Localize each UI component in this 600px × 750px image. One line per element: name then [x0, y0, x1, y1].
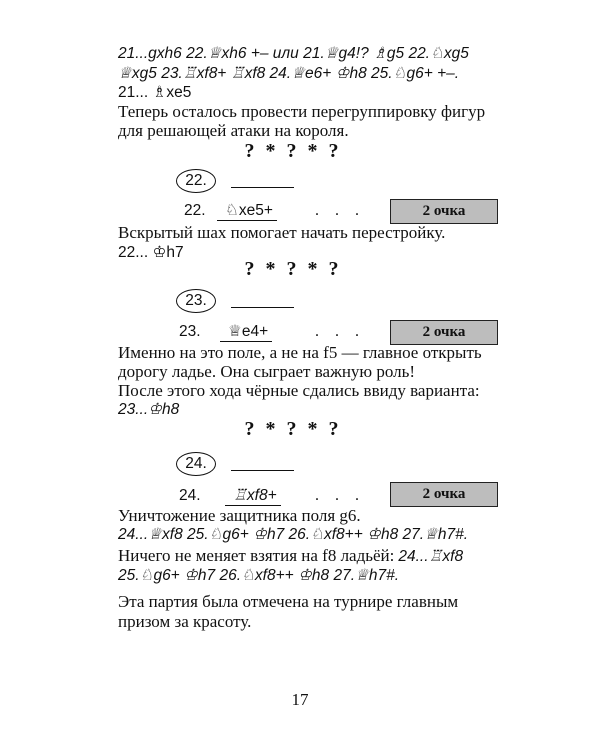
paragraph-line: Теперь осталось провести перегруппировку фигур [118, 102, 486, 121]
answer-blank [231, 307, 294, 308]
answer-move: ♘xe5+ [217, 202, 277, 221]
answer-move: ♖xf8+ [225, 487, 281, 506]
comment-text: Ничего не меняет взятия на f8 ладьёй: [118, 546, 395, 565]
variation-line: 24...♕xf8 25.♘g6+ ♔h7 26.♘xf8++ ♔h8 27.♕h7#. [118, 526, 469, 543]
ellipsis-dots: . . . [315, 202, 365, 219]
points-badge: 2 очка [390, 199, 498, 224]
move-number: 24. [179, 487, 201, 504]
question-number-circle: 24. [176, 452, 216, 476]
points-badge: 2 очка [390, 320, 498, 345]
variation-line: 25.♘g6+ ♔h7 26.♘xf8++ ♔h8 27.♕h7#. [118, 567, 400, 584]
final-paragraph-line: призом за красоту. [118, 612, 252, 631]
move-number: 22. [184, 202, 206, 219]
points-badge: 2 очка [390, 482, 498, 507]
move-number: 23. [179, 323, 201, 340]
answer-blank [231, 187, 294, 188]
question-number-circle: 22. [176, 169, 216, 193]
comment-line: Вскрытый шах помогает начать перестройку. [118, 223, 446, 242]
answer-move: ♕e4+ [220, 323, 272, 342]
answer-blank [231, 470, 294, 471]
question-number-circle: 23. [176, 289, 216, 313]
ellipsis-dots: . . . [315, 487, 365, 504]
variation-line-1: 21...gxh6 22.♕xh6 +– или 21.♕g4!? ♗g5 22.♘xg5 [118, 45, 469, 62]
paragraph-line: для решающей атаки на короля. [118, 121, 349, 140]
comment-line: После этого хода чёрные сдались ввиду варианта: [118, 381, 480, 400]
final-paragraph-line: Эта партия была отмечена на турнире главным [118, 592, 459, 611]
comment-line: Уничтожение защитника поля g6. [118, 506, 361, 525]
separator-stars: ? * ? * ? [244, 258, 342, 280]
variation-text: 24...♖xf8 [398, 548, 464, 565]
comment-line: дорогу ладье. Она сыграет важную роль! [118, 362, 416, 381]
comment-line: Именно на это поле, а не на f5 — главное открыть [118, 343, 482, 362]
separator-stars: ? * ? * ? [244, 418, 342, 440]
move-23-black: 23...♔h8 [118, 401, 180, 418]
variation-line-2: ♕xg5 23.♖xf8+ ♖xf8 24.♕e6+ ♔h8 25.♘g6+ +–. [118, 65, 460, 82]
move-21-black: 21... ♗xe5 [118, 84, 192, 101]
page-number: 17 [291, 690, 309, 709]
ellipsis-dots: . . . [315, 323, 365, 340]
move-22-black: 22... ♔h7 [118, 244, 184, 261]
comment-line [118, 546, 463, 566]
separator-stars: ? * ? * ? [244, 140, 342, 162]
